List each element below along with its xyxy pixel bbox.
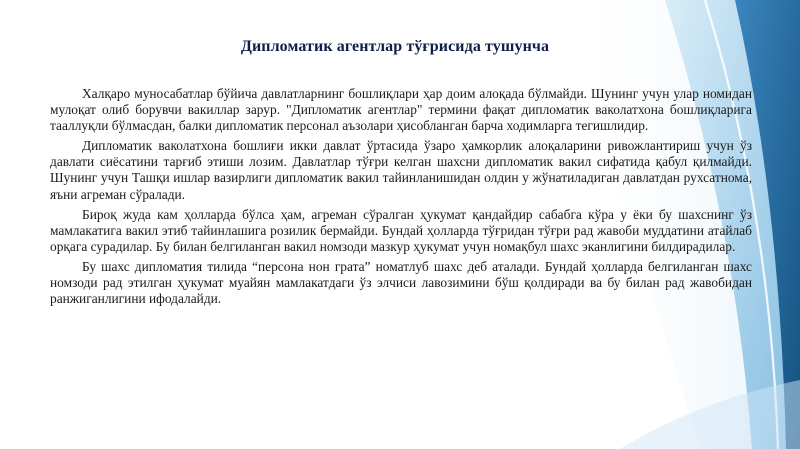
paragraph-2: Дипломатик ваколатхона бошлиғи икки давлат ўртасида ўзаро ҳамкорлик алоқаларини ривожлантириш учун ўз давлати сиёсатини тарғиб этиши лозим. Давлатлар тўғри келган шахсни дипломатик вакил сифатида қабул қилмайди. Шунинг учун Ташқи ишлар вазирлиги дипломатик вакил тайинланишидан олдин у жўнатиладиган давлатдан рухсатнома, яъни агреман сўралади. — [50, 138, 752, 202]
slide-title: Дипломатик агентлар тўғрисида тушунча — [240, 38, 550, 55]
paragraph-1: Халқаро муносабатлар бўйича давлатларнинг бошлиқлари ҳар доим алоқада бўлмайди. Шунинг учун улар номидан мулоқат олиб борувчи вакиллар зарур. "Дипломатик агентлар" термини фақат дипломатик ваколатхона бошлиқларига тааллуқли бўлмасдан, балки дипломатик персонал аъзолари ҳисобланган барча ходимларга тегишлидир. — [50, 86, 752, 134]
paragraph-4: Бу шахс дипломатия тилида “персона нон грата” номатлуб шахс деб аталади. Бундай ҳолларда белгиланган шахс номзоди рад этилган ҳукумат муайян мамлакатдаги ўз элчиси лавозимини бўш қолдиради ва бу билан рад жавобидан ранжиганлигини ифодалайди. — [50, 258, 752, 307]
paragraph-3: Бироқ жуда кам ҳолларда бўлса ҳам, агреман сўралган ҳукумат қандайдир сабабга кўра у ёки бу шахснинг ўз мамлакатига вакил этиб тайинлашига розилик бермайди. Бундай ҳолларда тўғридан тўғри рад жавоби муддатини атайлаб орқага сурадилар. Бу билан белгиланган вакил номзоди мазкур ҳукумат учун номақбул шахс эканлигини билдирадилар. — [50, 206, 752, 254]
slide-body-text — [50, 86, 752, 311]
